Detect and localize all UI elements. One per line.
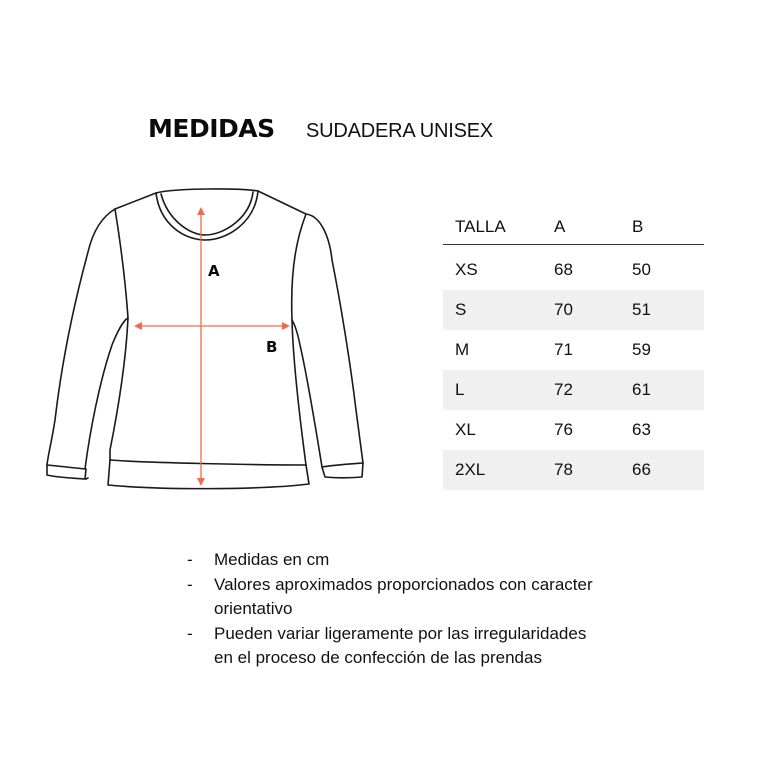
sweatshirt-outline-icon — [47, 189, 363, 489]
note-dash: - — [187, 550, 193, 569]
note-dash: - — [187, 623, 193, 643]
note-text: Medidas en cm — [214, 550, 330, 569]
cell-talla: M — [455, 340, 470, 359]
cell-talla: XL — [455, 420, 476, 439]
arrow-b-right-icon — [282, 322, 290, 330]
cell-a: 70 — [554, 300, 573, 319]
note-item — [187, 573, 634, 622]
arrow-b-left-icon — [134, 322, 142, 330]
cell-b: 51 — [632, 300, 651, 319]
cell-talla: S — [455, 300, 467, 319]
table-row — [443, 450, 704, 490]
cell-b: 66 — [632, 460, 651, 479]
table-row — [443, 290, 704, 330]
table-row — [443, 330, 704, 370]
measurement-label-b: B — [266, 338, 278, 356]
table-row — [443, 410, 704, 450]
table-row — [443, 370, 704, 410]
notes-list — [187, 548, 634, 671]
cell-talla: 2XL — [455, 460, 486, 479]
header-b: B — [632, 217, 644, 236]
note-dash: - — [187, 574, 193, 594]
page-subtitle: SUDADERA UNISEX — [306, 120, 494, 142]
cell-b: 63 — [632, 420, 651, 439]
measurement-label-a: A — [208, 262, 220, 280]
cell-b: 61 — [632, 380, 651, 399]
header-a: A — [554, 217, 566, 236]
cell-a: 68 — [554, 260, 573, 279]
arrow-a-top-icon — [197, 207, 205, 215]
size-table — [443, 210, 704, 490]
cell-b: 59 — [632, 340, 651, 359]
cell-a: 76 — [554, 420, 573, 439]
note-text: Valores aproximados proporcionados con caracter orientativo — [214, 574, 593, 618]
cell-talla: XS — [455, 260, 478, 279]
cell-talla: L — [455, 380, 465, 399]
arrow-a-bottom-icon — [197, 478, 205, 486]
table-row — [443, 250, 704, 290]
note-item — [187, 622, 634, 671]
note-text: Pueden variar ligeramente por las irregularidades en el proceso de confección de las prendas — [214, 623, 587, 667]
page-title: MEDIDAS — [148, 114, 275, 143]
note-item — [187, 548, 634, 573]
table-header — [443, 210, 704, 245]
header-talla: TALLA — [455, 217, 506, 236]
cell-a: 72 — [554, 380, 573, 399]
cell-a: 78 — [554, 460, 573, 479]
cell-a: 71 — [554, 340, 573, 359]
cell-b: 50 — [632, 260, 651, 279]
